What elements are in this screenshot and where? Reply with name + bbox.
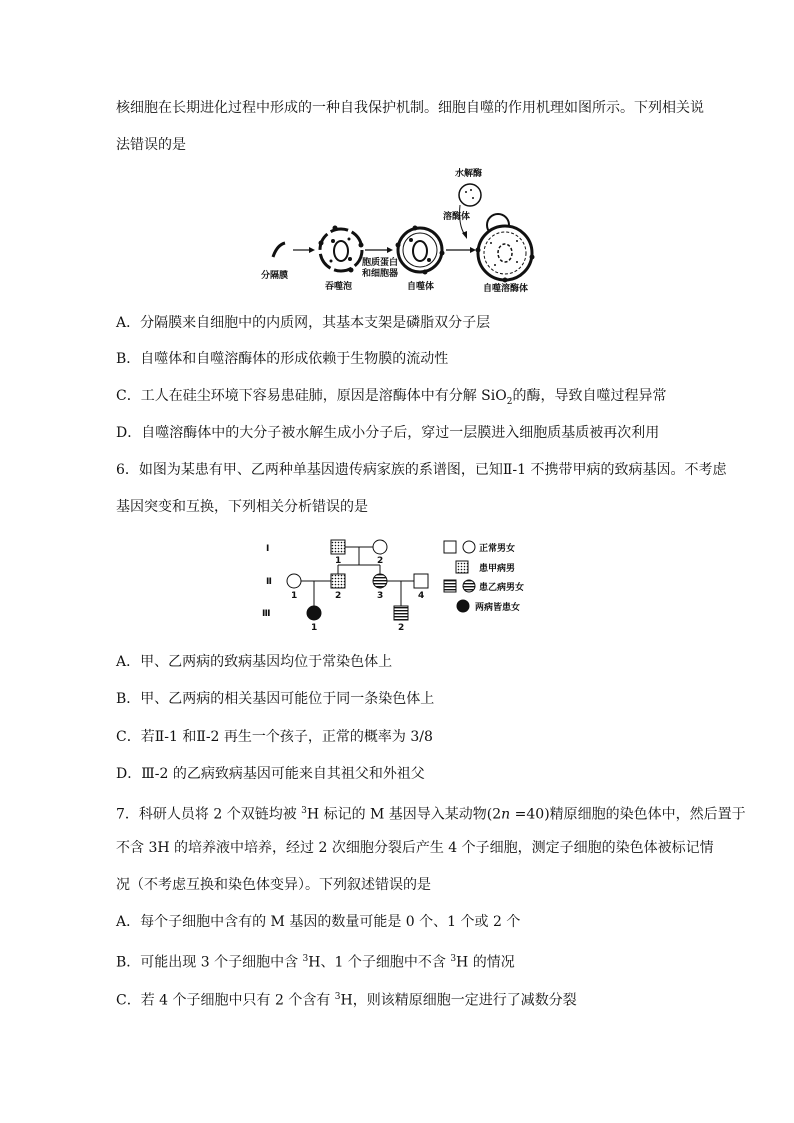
- intro-line-2: 法错误的是: [116, 137, 186, 153]
- legend-a-male: [456, 561, 468, 573]
- individual-II4: [414, 574, 428, 588]
- individual-III1: [307, 606, 321, 620]
- q7-stem-line-1: 7．科研人员将 2 个双链均被 $^3$H 标记的 M 基因导入某动物(2n =40)精原细胞的染色体中，然后置于: [116, 806, 746, 823]
- individual-I1: [331, 540, 345, 554]
- svg-text:2: 2: [377, 556, 384, 566]
- legend-both-female: [457, 600, 469, 612]
- legend-normal-label: 正常男女: [479, 544, 516, 554]
- svg-text:2: 2: [398, 623, 405, 632]
- label-arrow-bottom: 和细胞器: [362, 269, 399, 279]
- individual-II1: [287, 574, 301, 588]
- q6-stem-line-2: 基因突变和互换，下列相关分析错误的是: [116, 499, 368, 515]
- gen-label-1: Ⅰ: [266, 544, 270, 554]
- q7-stem-line-2: 不含 3H 的培养液中培养，经过 2 次细胞分裂后产生 4 个子细胞，测定子细胞的染色体被标记情: [116, 840, 714, 856]
- q7-option-c: C．若 4 个子细胞中只有 2 个含有 $^3$H，则该精原细胞一定进行了减数分裂: [116, 992, 577, 1009]
- q7-option-b: B．可能出现 3 个子细胞中含 $^3$H、1 个子细胞中不含 $^3$H 的情况: [116, 954, 515, 971]
- gen-label-3: Ⅲ: [262, 609, 271, 619]
- lysosome-shape: [459, 184, 481, 206]
- q6-option-a: A．甲、乙两病的致病基因均位于常染色体上: [116, 654, 393, 670]
- intro-line-1: 核细胞在长期进化过程中形成的一种自我保护机制。细胞自噬的作用机理如图所示。下列相关说: [116, 100, 704, 116]
- q5-option-a: A．分隔膜来自细胞中的内质网，其基本支架是磷脂双分子层: [116, 315, 491, 331]
- label-hydrolase: 水解酶: [455, 169, 483, 179]
- label-isolation-membrane: 分隔膜: [261, 271, 289, 281]
- q6-option-d: D．Ⅲ-2 的乙病致病基因可能来自其祖父和外祖父: [116, 766, 425, 782]
- autophagosome-shape: [396, 226, 445, 275]
- legend-normal-female: [463, 541, 475, 553]
- q6-option-b: B．甲、乙两病的相关基因可能位于同一条染色体上: [116, 691, 435, 707]
- label-phagosome: 吞噬泡: [325, 282, 353, 292]
- individual-II3: [373, 574, 387, 588]
- label-autolysosome: 自噬溶酶体: [483, 284, 529, 294]
- autolysosome-shape: [476, 214, 535, 283]
- q6-stem-line-1: 6．如图为某患有甲、乙两种单基因遗传病家族的系谱图，已知Ⅱ-1 不携带甲病的致病基因。不考虑: [116, 462, 727, 478]
- legend-a-label: 患甲病男: [479, 564, 516, 574]
- gen-label-2: Ⅱ: [266, 577, 272, 587]
- individual-I2: [373, 540, 387, 554]
- q5-option-b: B．自噬体和自噬溶酶体的形成依赖于生物膜的流动性: [116, 351, 449, 367]
- legend-both-label: 两病皆患女: [475, 603, 521, 613]
- label-lysosome: 溶酶体: [443, 212, 471, 222]
- svg-text:4: 4: [418, 591, 425, 601]
- svg-text:1: 1: [311, 623, 318, 632]
- svg-text:2: 2: [335, 591, 342, 601]
- phagosome-shape: [319, 226, 364, 273]
- isolation-membrane-shape: [273, 243, 285, 257]
- svg-text:1: 1: [291, 591, 298, 601]
- q5-option-d: D．自噬溶酶体中的大分子被水解生成小分子后，穿过一层膜进入细胞质基质被再次利用: [116, 425, 660, 441]
- q7-option-a: A．每个子细胞中含有的 M 基因的数量可能是 0 个、1 个或 2 个: [116, 914, 521, 930]
- q7-stem-line-3: 况（不考虑互换和染色体变异）。下列叙述错误的是: [116, 877, 431, 893]
- autophagy-figure: [255, 165, 555, 300]
- q6-option-c: C．若Ⅱ-1 和Ⅱ-2 再生一个孩子，正常的概率为 3/8: [116, 729, 433, 745]
- label-autophagosome: 自噬体: [407, 282, 435, 292]
- legend-b-female: [463, 580, 475, 592]
- label-arrow-top: 胞质蛋白: [362, 258, 399, 268]
- individual-II2: [331, 574, 345, 588]
- individual-III2: [394, 606, 408, 620]
- svg-text:1: 1: [335, 556, 342, 566]
- legend-b-male: [444, 580, 456, 592]
- q5-option-c: C．工人在硅尘环境下容易患硅肺，原因是溶酶体中有分解 SiO$_2$的酶，导致自噬过程异常: [116, 388, 667, 407]
- legend-b-label: 患乙病男女: [479, 583, 525, 593]
- legend-normal-male: [444, 541, 456, 553]
- pedigree-figure: [262, 532, 532, 632]
- svg-text:3: 3: [377, 591, 384, 601]
